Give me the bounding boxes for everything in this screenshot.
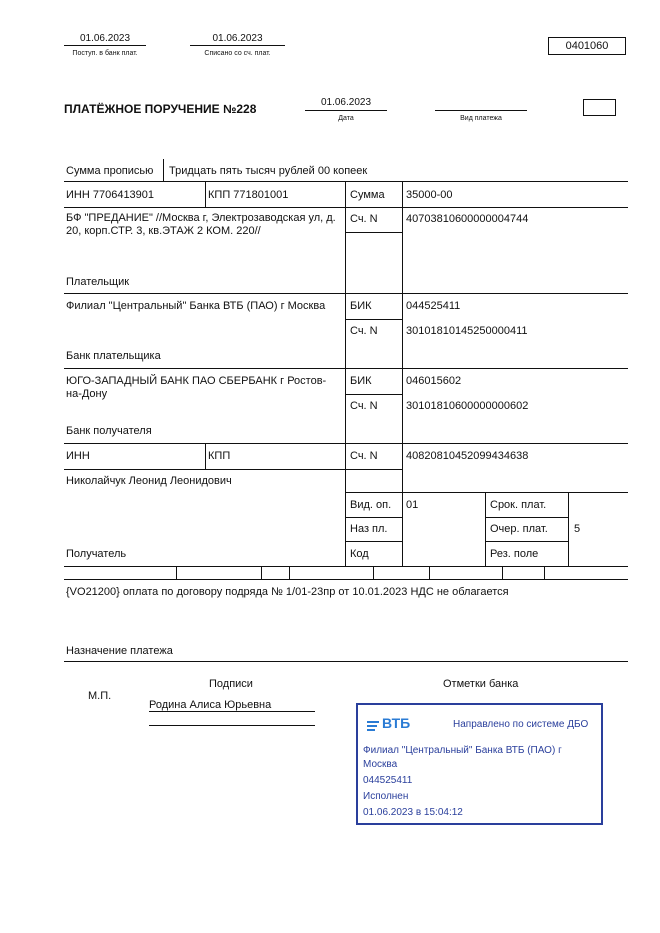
form-line (64, 368, 628, 369)
recipient-account-value: 40820810452099434638 (406, 450, 529, 462)
form-line-v (176, 566, 177, 579)
recipient-account-label: Сч. N (350, 450, 378, 462)
stamp-status: Исполнен (363, 791, 409, 802)
vtb-logo-icon (367, 718, 379, 736)
payer-inn: ИНН 7706413901 (66, 189, 155, 201)
form-line (64, 661, 628, 662)
stamp-place-label: М.П. (88, 690, 112, 702)
form-line (64, 579, 628, 580)
kod-label: Код (350, 548, 369, 560)
stamp-system: Направлено по системе ДБО (453, 719, 589, 730)
document-date-label: Дата (338, 115, 354, 122)
payer-bank-bik-value: 044525411 (406, 300, 461, 312)
recipient-bank-label: Банк получателя (66, 425, 152, 437)
rez-label: Рез. поле (490, 548, 539, 560)
payer-account-value: 40703810600000004744 (406, 213, 529, 225)
form-line-v (163, 159, 164, 181)
payer-bank-bik-label: БИК (350, 300, 372, 312)
form-line (64, 469, 345, 470)
purpose-label: Назначение платежа (66, 645, 173, 657)
payer-account-label: Сч. N (350, 213, 378, 225)
form-line (485, 517, 568, 518)
signature-line-2 (149, 725, 315, 726)
received-date-label: Поступ. в банк плат. (72, 50, 138, 57)
form-line (485, 541, 568, 542)
ocher-value: 5 (574, 523, 581, 535)
sum-value: 35000-00 (406, 189, 453, 201)
form-line (64, 207, 628, 208)
form-line-v (429, 566, 430, 579)
document-date-line (305, 110, 387, 111)
stamp-bank-line2: Москва (363, 759, 398, 770)
payer-label: Плательщик (66, 276, 130, 288)
form-line-v (345, 181, 346, 566)
amount-words-value: Тридцать пять тысяч рублей 00 копеек (169, 165, 368, 177)
form-line-v (568, 492, 569, 566)
debited-date: 01.06.2023 (212, 33, 263, 44)
recipient-name: Николайчук Леонид Леонидович (66, 475, 232, 487)
form-line (345, 517, 402, 518)
vtb-logo-text: ВТБ (382, 715, 411, 731)
form-line (345, 492, 628, 493)
sum-label: Сумма (350, 189, 385, 201)
form-line-v (205, 443, 206, 469)
recipient-bank-account-label: Сч. N (350, 400, 378, 412)
form-line-v (544, 566, 545, 579)
bank-stamp (356, 703, 603, 825)
payer-bank-account-label: Сч. N (350, 325, 378, 337)
form-line (345, 541, 402, 542)
stamp-bank-line1: Филиал "Центральный" Банка ВТБ (ПАО) г (363, 745, 562, 756)
payment-type-label: Вид платежа (460, 115, 502, 122)
form-line (345, 319, 402, 320)
form-line-v (402, 181, 403, 566)
payer-bank-label: Банк плательщика (66, 350, 161, 362)
recipient-bank-account-value: 30101810600000000602 (406, 400, 529, 412)
recipient-bank-name: ЮГО-ЗАПАДНЫЙ БАНК ПАО СБЕРБАНК г Ростов-на-Дону (66, 375, 327, 400)
form-line (345, 394, 402, 395)
vid-op-value: 01 (406, 499, 419, 511)
form-line (64, 293, 628, 294)
form-line-v (205, 181, 206, 207)
recipient-inn-label: ИНН (66, 450, 90, 462)
form-line (64, 181, 628, 182)
stamp-datetime: 01.06.2023 в 15:04:12 (363, 807, 463, 818)
document-title: ПЛАТЁЖНОЕ ПОРУЧЕНИЕ №228 (64, 102, 257, 116)
form-line (345, 469, 402, 470)
form-line-v (289, 566, 290, 579)
amount-words-label: Сумма прописью (66, 165, 154, 177)
form-code-box: 0401060 (548, 37, 626, 55)
document-date: 01.06.2023 (320, 97, 372, 108)
recipient-label: Получатель (66, 548, 127, 560)
form-line-v (502, 566, 503, 579)
recipient-bank-bik-label: БИК (350, 375, 372, 387)
payer-kpp: КПП 771801001 (208, 189, 289, 201)
form-line (64, 443, 628, 444)
received-date-line (64, 45, 146, 46)
stamp-bik: 044525411 (363, 775, 413, 786)
signature-line-1 (149, 711, 315, 712)
ocher-label: Очер. плат. (490, 523, 548, 535)
payment-type-line (435, 110, 527, 111)
payer-bank-account-value: 30101810145250000411 (406, 325, 528, 337)
received-date: 01.06.2023 (79, 33, 131, 44)
bank-marks-label: Отметки банка (443, 678, 519, 690)
payer-bank-name: Филиал "Центральный" Банка ВТБ (ПАО) г Москва (66, 300, 326, 312)
form-line-v (261, 566, 262, 579)
purpose-text: {VO21200} оплата по договору подряда № 1/01-23пр от 10.01.2023 НДС не облагается (66, 586, 509, 598)
form-line-v (485, 492, 486, 566)
debited-date-line (190, 45, 285, 46)
recipient-bank-bik-value: 046015602 (406, 375, 462, 387)
signer-name: Родина Алиса Юрьевна (149, 699, 272, 711)
srok-label: Срок. плат. (490, 499, 547, 511)
vid-op-label: Вид. оп. (350, 499, 392, 511)
payment-type-box (583, 99, 616, 116)
signatures-label: Подписи (209, 678, 253, 690)
form-line-v (373, 566, 374, 579)
recipient-kpp-label: КПП (208, 450, 231, 462)
debited-date-label: Списано со сч. плат. (204, 50, 271, 57)
naz-label: Наз пл. (350, 523, 388, 535)
payer-name: БФ "ПРЕДАНИЕ" //Москва г, Электрозаводская ул, д. 20, корп.СТР. 3, кв.ЭТАЖ 2 КОМ. 220// (66, 212, 336, 237)
form-line (345, 232, 402, 233)
